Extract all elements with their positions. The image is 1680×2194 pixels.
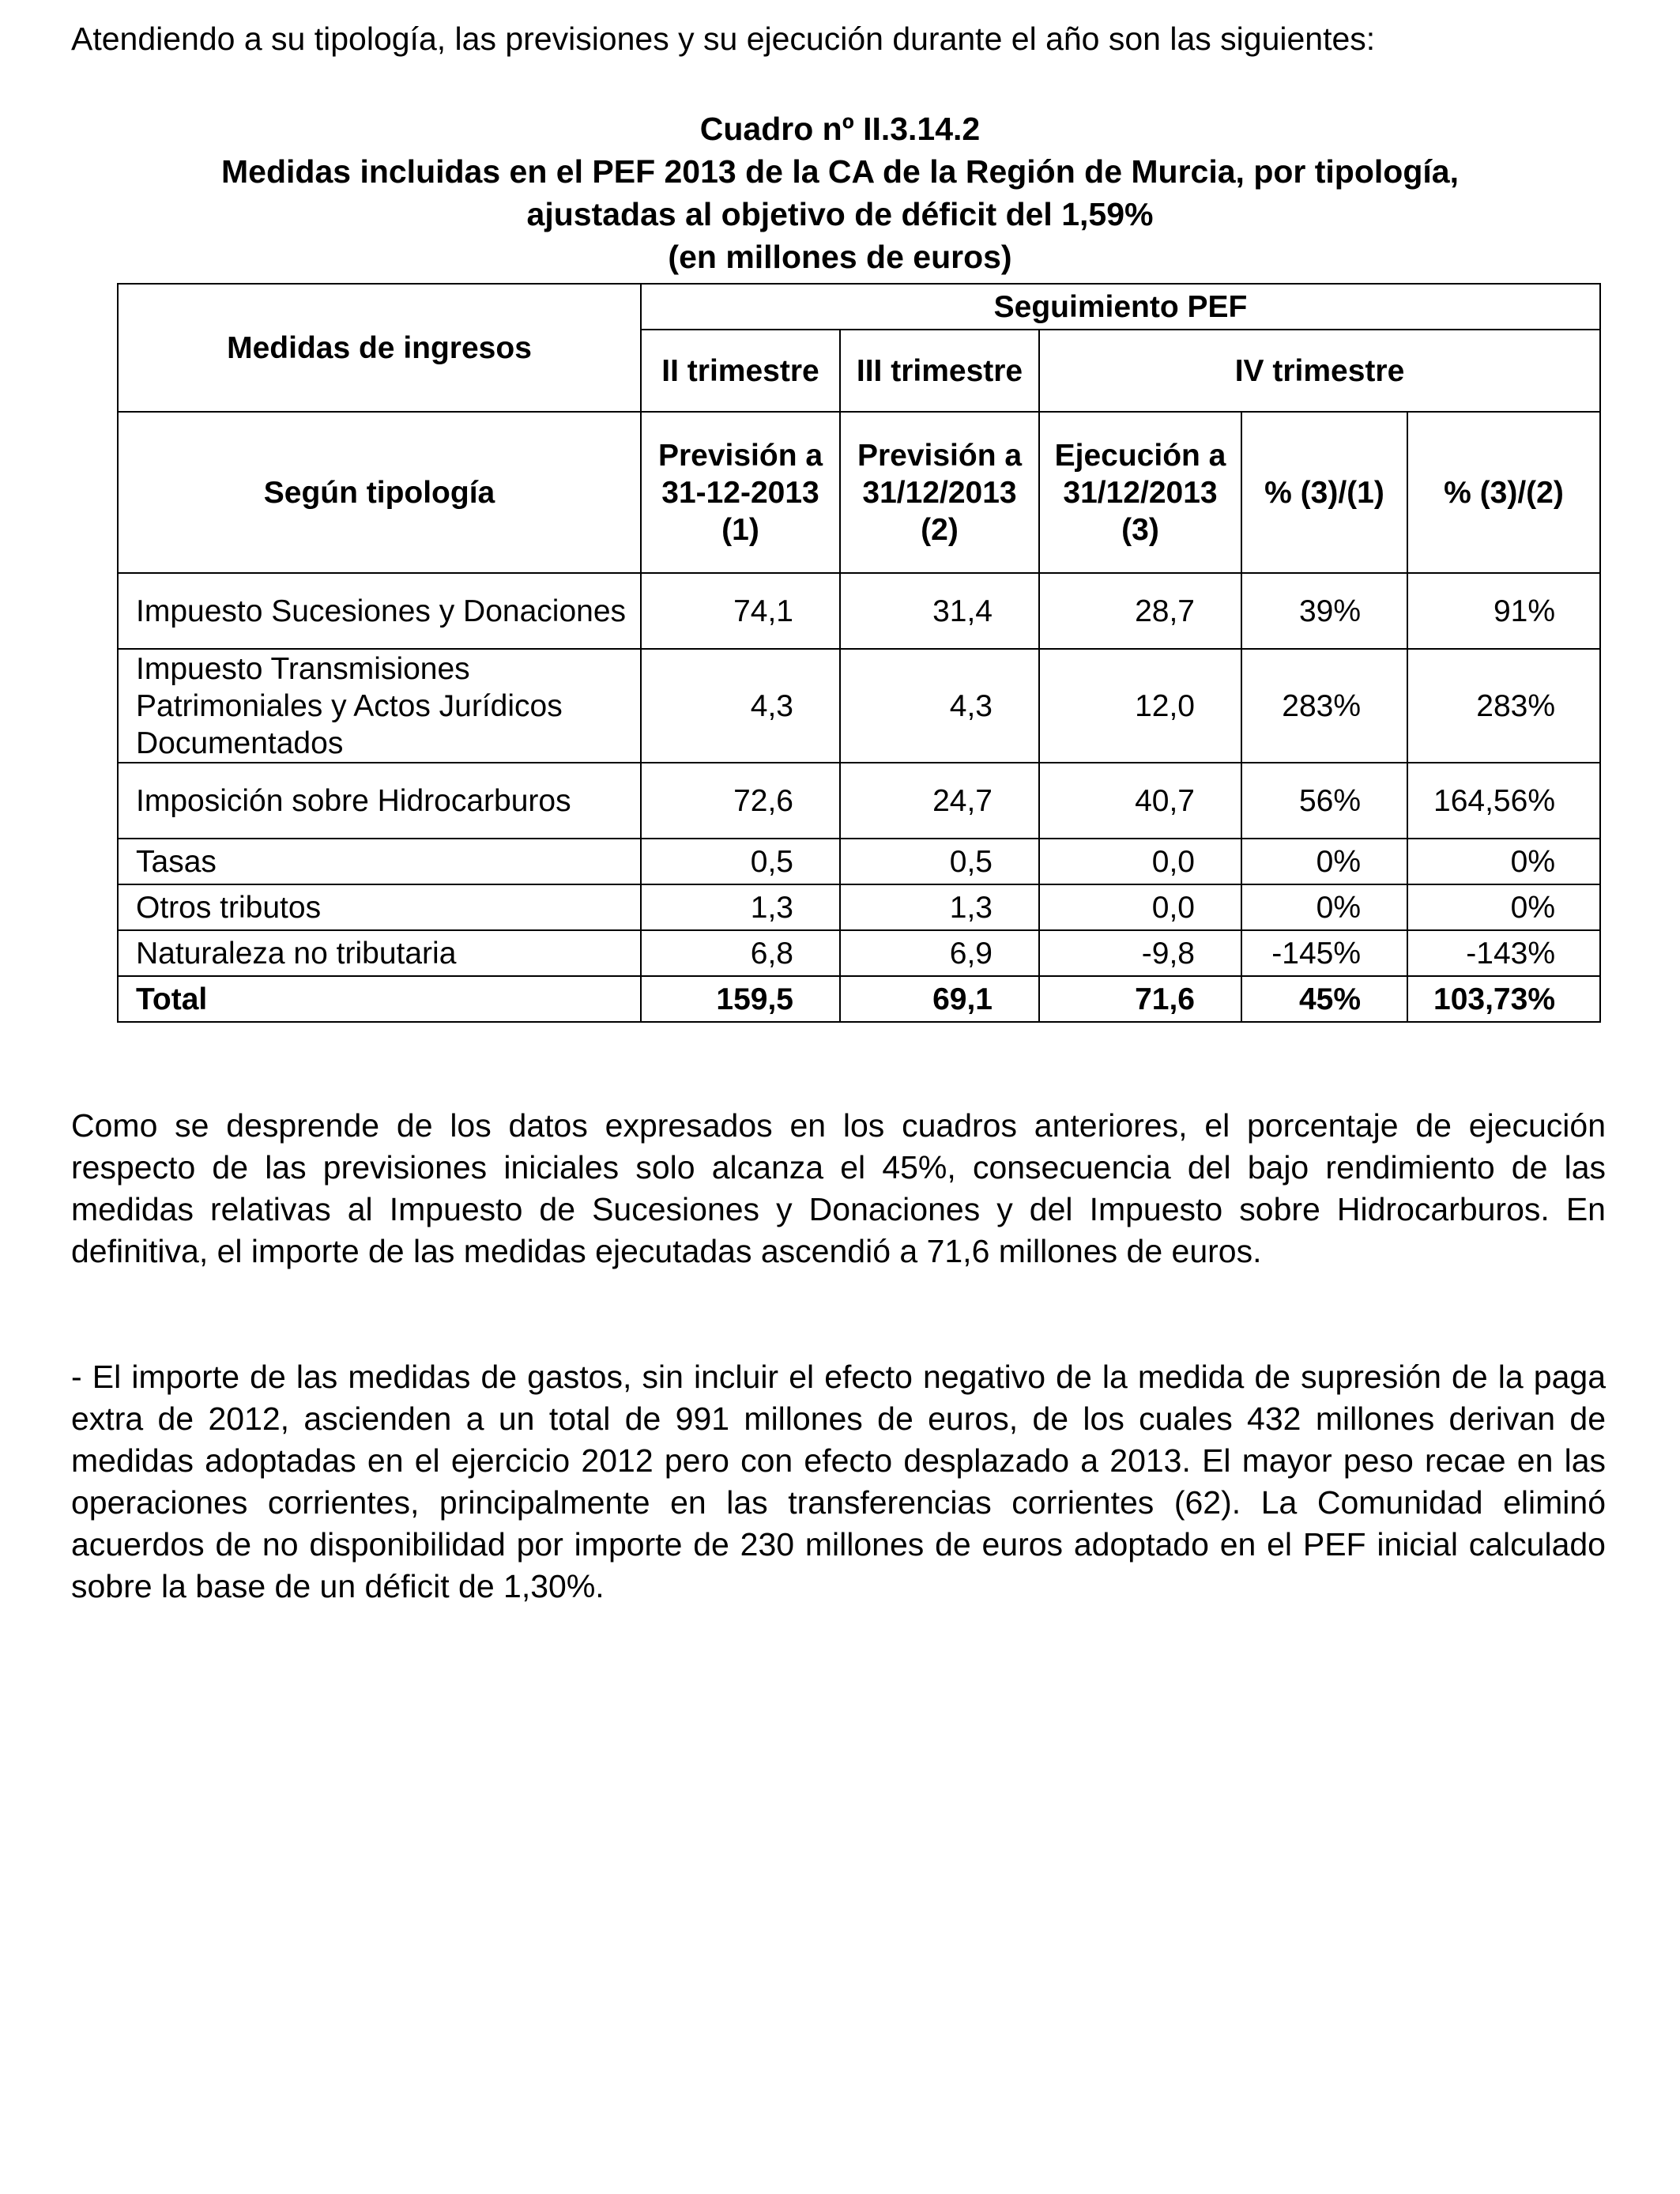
header-seguimiento-pef: Seguimiento PEF — [641, 284, 1600, 330]
header-medidas-ingresos: Medidas de ingresos — [118, 284, 641, 412]
cell-prevision-2: 6,9 — [840, 930, 1039, 976]
header-q4: IV trimestre — [1039, 330, 1600, 412]
cell-prevision-1: 0,5 — [641, 839, 840, 884]
cell-ejecucion: 40,7 — [1039, 763, 1241, 839]
cell-prevision-1: 6,8 — [641, 930, 840, 976]
header-prevision-1: Previsión a 31-12-2013 (1) — [641, 412, 840, 573]
table-row — [118, 763, 1600, 839]
cell-prevision-2: 0,5 — [840, 839, 1039, 884]
header-row-1 — [118, 284, 1600, 330]
cell-pct-3-2: 164,56% — [1407, 763, 1600, 839]
cell-pct-3-1: 39% — [1241, 573, 1407, 649]
cell-pct-3-2: -143% — [1407, 930, 1600, 976]
caption-title-line2: ajustadas al objetivo de déficit del 1,59% — [526, 196, 1154, 232]
total-row — [118, 976, 1600, 1022]
header-row-3 — [118, 412, 1600, 573]
cell-ejecucion: -9,8 — [1039, 930, 1241, 976]
cell-ejecucion: 0,0 — [1039, 839, 1241, 884]
cell-pct-3-2: 283% — [1407, 649, 1600, 763]
pef-measures-table — [117, 283, 1601, 1023]
caption-number: Cuadro nº II.3.14.2 — [699, 111, 981, 147]
analysis-paragraph: Como se desprende de los datos expresados en los cuadros anteriores, el porcentaje de ejecución respecto de las previsiones iniciales solo alcanza el 45%, consecuencia del bajo rendimiento de las medidas relativas al Impuesto de Sucesiones y Donaciones y del Impuesto sobre Hidrocarburos. En definitiva, el importe de las medidas ejecutadas ascendió a 71,6 millones de euros. — [71, 1107, 1606, 1269]
cell-prevision-1: 74,1 — [641, 573, 840, 649]
total-label: Total — [118, 976, 641, 1022]
total-pct-3-2: 103,73% — [1407, 976, 1600, 1022]
cell-pct-3-2: 0% — [1407, 839, 1600, 884]
row-label: Imposición sobre Hidrocarburos — [118, 763, 641, 839]
table-row — [118, 649, 1600, 763]
header-pct-3-2: % (3)/(2) — [1407, 412, 1600, 573]
cell-prevision-2: 4,3 — [840, 649, 1039, 763]
row-label: Otros tributos — [118, 884, 641, 930]
header-ejecucion-3: Ejecución a 31/12/2013 (3) — [1039, 412, 1241, 573]
header-q3: III trimestre — [840, 330, 1039, 412]
header-q2: II trimestre — [641, 330, 840, 412]
table-row — [118, 930, 1600, 976]
total-pct-3-1: 45% — [1241, 976, 1407, 1022]
cell-pct-3-1: 0% — [1241, 839, 1407, 884]
total-prevision-1: 159,5 — [641, 976, 840, 1022]
caption-units: (en millones de euros) — [668, 239, 1012, 275]
cell-pct-3-1: 283% — [1241, 649, 1407, 763]
row-label: Naturaleza no tributaria — [118, 930, 641, 976]
header-pct-3-1: % (3)/(1) — [1241, 412, 1407, 573]
total-ejecucion: 71,6 — [1039, 976, 1241, 1022]
cell-pct-3-2: 0% — [1407, 884, 1600, 930]
cell-ejecucion: 0,0 — [1039, 884, 1241, 930]
row-label: Impuesto Transmisiones Patrimoniales y Actos Jurídicos Documentados — [118, 649, 641, 763]
cell-pct-3-1: 56% — [1241, 763, 1407, 839]
cell-ejecucion: 12,0 — [1039, 649, 1241, 763]
intro-paragraph: Atendiendo a su tipología, las previsiones y su ejecución durante el año son las siguientes: — [71, 21, 1376, 57]
cell-pct-3-1: 0% — [1241, 884, 1407, 930]
table-row — [118, 839, 1600, 884]
table-row — [118, 573, 1600, 649]
table-row — [118, 884, 1600, 930]
cell-pct-3-1: -145% — [1241, 930, 1407, 976]
row-label: Impuesto Sucesiones y Donaciones — [118, 573, 641, 649]
cell-prevision-1: 1,3 — [641, 884, 840, 930]
gastos-paragraph: - El importe de las medidas de gastos, sin incluir el efecto negativo de la medida de supresión de la paga extra de 2012, ascienden a un total de 991 millones de euros, de los cuales 432 millones derivan de medidas adoptadas en el ejercicio 2012 pero con efecto desplazado a 2013. El mayor peso recae en las operaciones corrientes, principalmente en las transferencias corrientes (62). La Comunidad eliminó acuerdos de no disponibilidad por importe de 230 millones de euros adoptado en el PEF inicial calculado sobre la base de un déficit de 1,30%. — [71, 1359, 1606, 1604]
total-prevision-2: 69,1 — [840, 976, 1039, 1022]
cell-prevision-2: 31,4 — [840, 573, 1039, 649]
cell-prevision-1: 4,3 — [641, 649, 840, 763]
header-segun-tipologia: Según tipología — [118, 412, 641, 573]
cell-prevision-2: 24,7 — [840, 763, 1039, 839]
cell-ejecucion: 28,7 — [1039, 573, 1241, 649]
table-caption — [71, 107, 1609, 278]
caption-title-line1: Medidas incluidas en el PEF 2013 de la CA de la Región de Murcia, por tipología, — [221, 153, 1459, 190]
header-prevision-2: Previsión a 31/12/2013 (2) — [840, 412, 1039, 573]
cell-pct-3-2: 91% — [1407, 573, 1600, 649]
cell-prevision-1: 72,6 — [641, 763, 840, 839]
row-label: Tasas — [118, 839, 641, 884]
cell-prevision-2: 1,3 — [840, 884, 1039, 930]
